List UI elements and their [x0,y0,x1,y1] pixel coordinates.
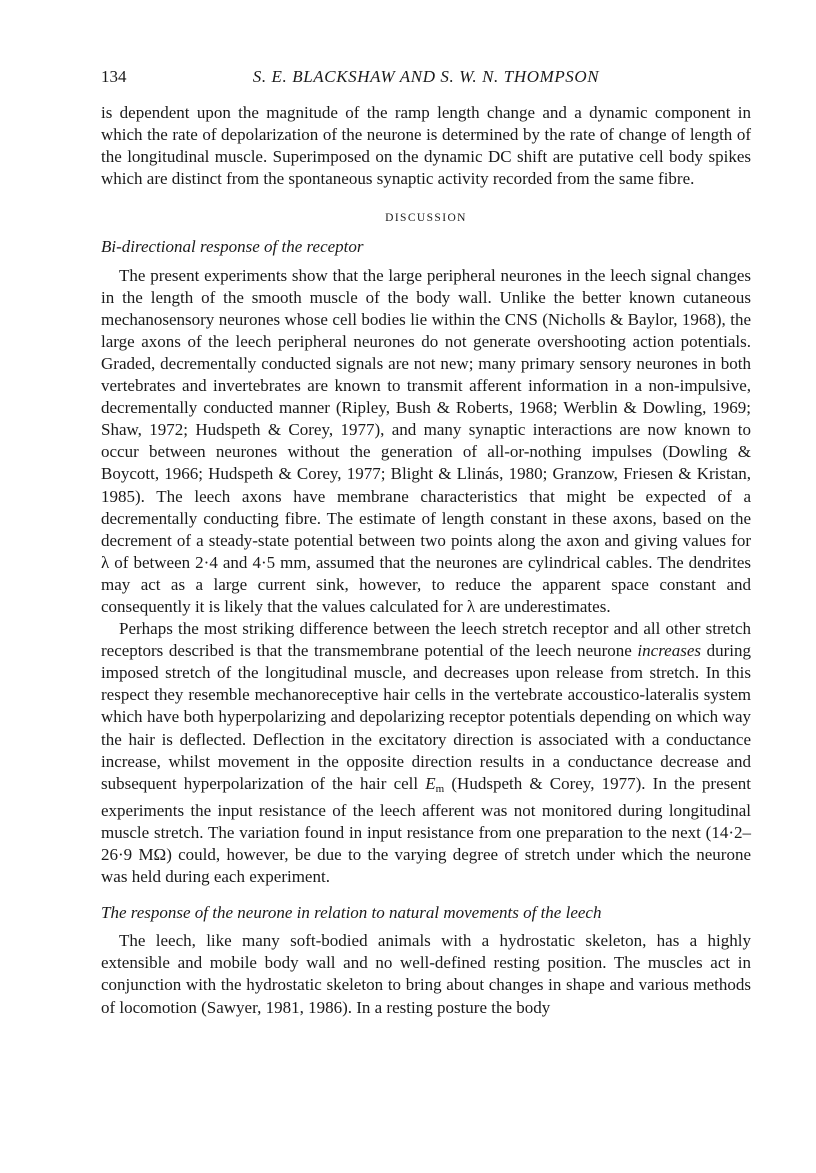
symbol-e: E [425,773,436,793]
paragraph-leech-soft-bodied: The leech, like many soft-bodied animals with a hydrostatic skeleton, has a highly extensible and mobile body wall and no well-defined resting position. The muscles act in conjunction with the hydrostatic skeleton to bring about changes in shape and various methods of locomotion (Sawyer, 1981, 1986). In a resting posture the body [101,931,751,1017]
paragraph-striking-difference [101,618,751,888]
subsection-heading-natural-movements: The response of the neurone in relation to natural movements of the leech [101,903,602,923]
symbol-membrane-potential [425,774,444,793]
subsection-heading-bidirectional: Bi-directional response of the receptor [101,237,364,257]
journal-page [101,66,751,1019]
page-number: 134 [101,67,127,86]
text-run: (Hudspeth & Corey, 1977). In the present experiments the input resistance of the leech afferent was not monitored during longitudinal muscle stretch. The variation found in input resistance from one preparation to the next (14·2–26·9 MΩ) could, however, be due to the varying degree of stretch under which the neurone was held during each experiment. [101,773,751,887]
emphasis-increases: increases [637,641,701,661]
paragraph-present-experiments: The present experiments show that the large peripheral neurones in the leech signal changes in the length of the smooth muscle of the body wall. Unlike the better known cutaneous mechanosensory neurones whose cell bodies lie within the CNS (Nicholls & Baylor, 1968), the large axons of the leech peripheral neurones do not generate overshooting action potentials. Graded, decrementally conducted signals are not new; many primary sensory neurones in both vertebrates and invertebrates are known to transmit afferent information in a non-impulsive, decrementally conducted manner (Ripley, Bush & Roberts, 1968; Werblin & Dowling, 1969; Shaw, 1972; Hudspeth & Corey, 1977), and many synaptic interactions are now known to occur between neurones without the generation of all-or-nothing impulses (Dowling & Boycott, 1966; Hudspeth & Corey, 1977; Blight & Llinás, 1980; Granzow, Friesen & Kristan, 1985). The leech axons have membrane characteristics that might be expected of a decrementally conducting fibre. The estimate of length constant in these axons, based on the decrement of a steady-state potential between two points along the axon and giving values for λ of between 2·4 and 4·5 mm, assumed that the neurones are cylindrical cables. The dendrites may act as a large current sink, however, to reduce the apparent space constant and consequently it is likely that the values calculated for λ are underestimates. [101,265,751,616]
text-run: during imposed stretch of the longitudinal muscle, and decreases upon release from stretch. In this respect they resemble mechanoreceptive hair cells in the vertebrate accoustico-lateralis system which have both hyperpolarizing and depolarizing receptor potentials depending on which way the hair is deflected. Deflection in the excitatory direction is associated with a conductance increase, whilst movement in the opposite direction results in a conductance decrease and subsequent hyperpolarization of the hair cell [101,641,751,793]
symbol-subscript-m: m [435,782,445,795]
section-title: DISCUSSION [385,212,467,225]
intro-paragraph: is dependent upon the magnitude of the ramp length change and a dynamic component in which the rate of depolarization of the neurone is determined by the rate of change of length of the longitudinal muscle. Superimposed on the dynamic DC shift are putative cell body spikes which are distinct from the spontaneous synaptic activity recorded from the same fibre. [101,103,751,189]
running-head: S. E. BLACKSHAW AND S. W. N. THOMPSON [252,67,600,86]
text-run: Perhaps the most striking difference between the leech stretch receptor and all other stretch receptors described is that the transmembrane potential of the leech neurone [101,619,751,661]
page-header [101,66,751,92]
